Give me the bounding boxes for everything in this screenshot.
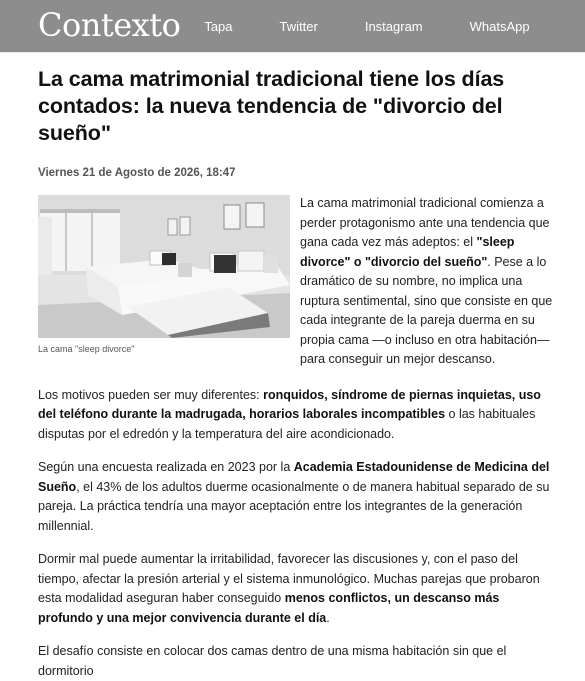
p1-text-a: La cama matrimonial tradicional comienza a perder protagonismo ante una tendencia que gana cada vez más adeptos: el <box>300 196 550 249</box>
nav-link-tapa[interactable]: Tapa <box>204 18 233 34</box>
header-divider <box>0 52 585 53</box>
image-caption: La cama "sleep divorce" <box>38 344 135 354</box>
nav-link-whatsapp[interactable]: WhatsApp <box>469 18 530 34</box>
paragraph-2 <box>38 386 557 445</box>
article-title: La cama matrimonial tradicional tiene los días contados: la nueva tendencia de "divorcio del sueño" <box>38 67 505 145</box>
article-date: Viernes 21 de Agosto de 2026, 18:47 <box>38 167 236 179</box>
p4-text-b: . <box>326 610 330 625</box>
p4-text-a: Dormir mal puede aumentar la irritabilidad, favorecer las discusiones y, con el paso del tiempo, afectar la presión arterial y el sistema inmunológico. Muchas parejas que probaron esta modalidad aseguran haber conseguido <box>38 552 540 605</box>
nav-link-instagram[interactable]: Instagram <box>364 18 423 34</box>
p2-text-b: o las habituales disputas por el edredón y la temperatura del aire acondicionado. <box>38 407 536 441</box>
p1-bold: "sleep divorce" o "divorcio del sueño" <box>300 235 515 269</box>
article <box>0 52 585 681</box>
article-figure <box>38 195 290 355</box>
p1-text-b: . Pese a lo dramático de su nombre, no implica una ruptura sentimental, sino que consiste en que cada integrante de la pareja duerma en su propia cama —o incluso en otra habitación— para conseguir un mejor descanso. <box>300 254 553 366</box>
site-logo[interactable]: Contexto <box>38 6 181 44</box>
article-body <box>38 194 557 681</box>
bedroom-photo <box>38 195 290 338</box>
nav-link-twitter[interactable]: Twitter <box>279 18 318 34</box>
paragraph-3 <box>38 458 557 536</box>
paragraph-4 <box>38 550 557 628</box>
p3-text-b: , el 43% de los adultos duerme ocasionalmente o de manera habitual separado de su pareja. La práctica tendría una mayor aceptación entre los integrantes de la generación millennial. <box>38 479 550 533</box>
p2-bold: ronquidos, síndrome de piernas inquietas, uso del teléfono durante la madrugada, horarios laborales incompatibles <box>38 387 541 421</box>
site-header <box>0 0 585 52</box>
p2-text-a: Los motivos pueden ser muy diferentes: <box>38 387 264 402</box>
main-nav <box>204 19 529 34</box>
p3-text-a: Según una encuesta realizada en 2023 por la <box>38 460 294 474</box>
paragraph-5: El desafío consiste en colocar dos camas dentro de una misma habitación sin que el dormitorio <box>38 644 507 678</box>
p3-bold: Academia Estadounidense de Medicina del Sueño <box>38 460 550 494</box>
p4-bold: menos conflictos, un descanso más profundo y una mejor convivencia durante el día <box>38 591 500 625</box>
